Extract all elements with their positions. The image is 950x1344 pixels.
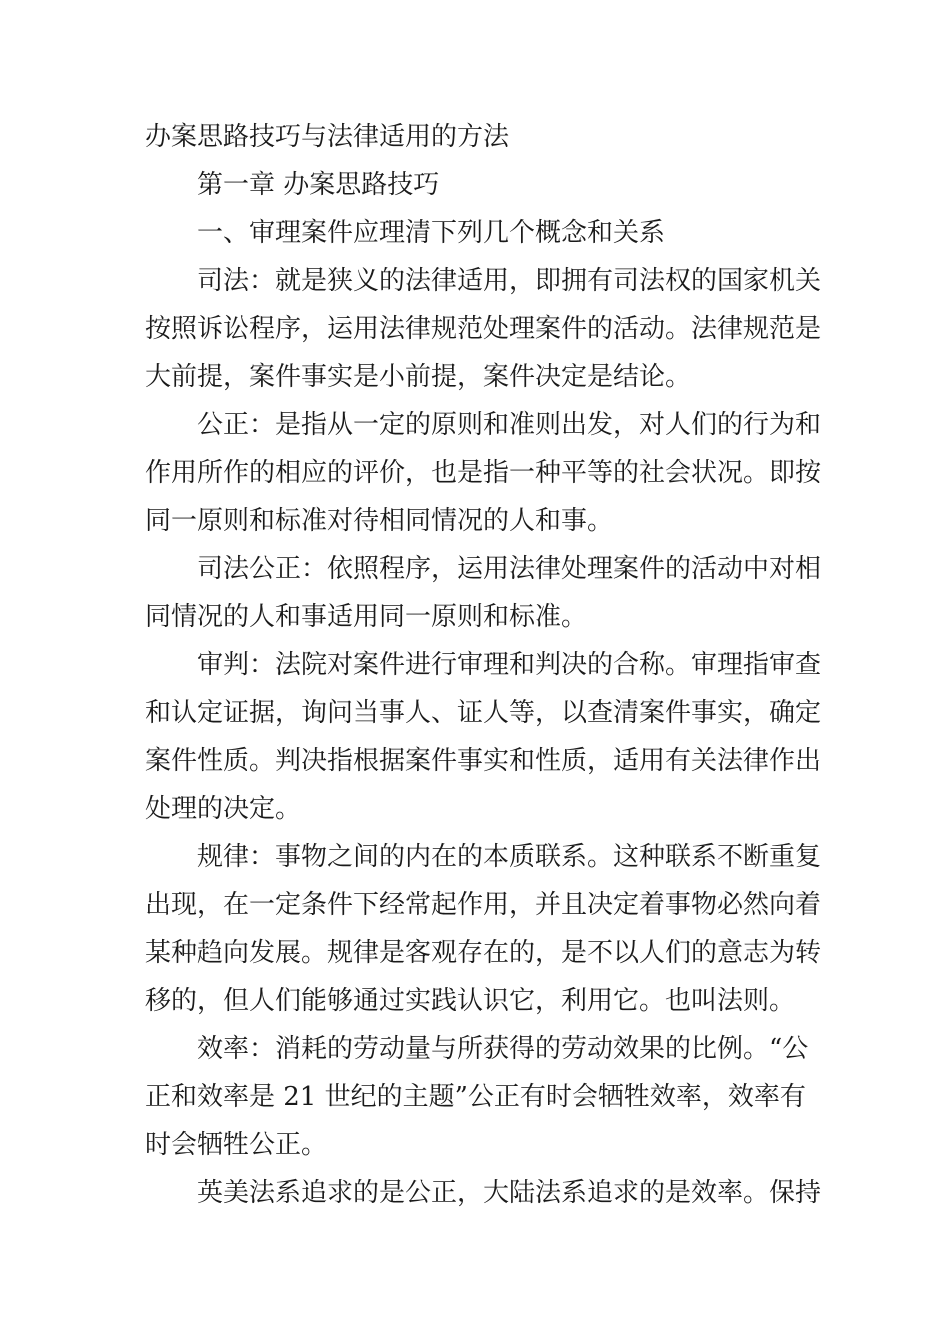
paragraph-line: 处理的决定。: [145, 794, 302, 824]
chapter-heading: 第一章 办案思路技巧: [197, 170, 440, 200]
paragraph-line: 司法：就是狭义的法律适用，即拥有司法权的国家机关: [197, 266, 822, 296]
document-title: 办案思路技巧与法律适用的方法: [145, 122, 510, 152]
section-heading: 一、审理案件应理清下列几个概念和关系: [197, 218, 666, 248]
paragraph-line: 移的，但人们能够通过实践认识它，利用它。也叫法则。: [145, 986, 796, 1016]
paragraph-line: 效率：消耗的劳动量与所获得的劳动效果的比例。“公: [197, 1034, 809, 1064]
paragraph-line: 作用所作的相应的评价，也是指一种平等的社会状况。即按: [145, 458, 822, 488]
paragraph-line: 同一原则和标准对待相同情况的人和事。: [145, 506, 614, 536]
paragraph-line: 大前提，案件事实是小前提，案件决定是结论。: [145, 362, 692, 392]
paragraph-line: 司法公正：依照程序，运用法律处理案件的活动中对相: [197, 554, 822, 584]
paragraph-line: 时会牺牲公正。: [145, 1130, 328, 1160]
paragraph-line: 案件性质。判决指根据案件事实和性质，适用有关法律作出: [145, 746, 822, 776]
paragraph-line: 按照诉讼程序，运用法律规范处理案件的活动。法律规范是: [145, 314, 822, 344]
paragraph-line: 同情况的人和事适用同一原则和标准。: [145, 602, 588, 632]
paragraph-line: 审判：法院对案件进行审理和判决的合称。审理指审查: [197, 650, 822, 680]
paragraph-line: 规律：事物之间的内在的本质联系。这种联系不断重复: [197, 842, 822, 872]
paragraph-line: 出现，在一定条件下经常起作用，并且决定着事物必然向着: [145, 890, 822, 920]
paragraph-line: 某种趋向发展。规律是客观存在的，是不以人们的意志为转: [145, 938, 822, 968]
paragraph-line: 公正：是指从一定的原则和准则出发，对人们的行为和: [197, 410, 822, 440]
paragraph-line: 和认定证据，询问当事人、证人等，以查清案件事实，确定: [145, 698, 822, 728]
paragraph-line: 正和效率是 21 世纪的主题”公正有时会牺牲效率，效率有: [145, 1082, 806, 1112]
paragraph-line: 英美法系追求的是公正，大陆法系追求的是效率。保持: [197, 1178, 822, 1208]
